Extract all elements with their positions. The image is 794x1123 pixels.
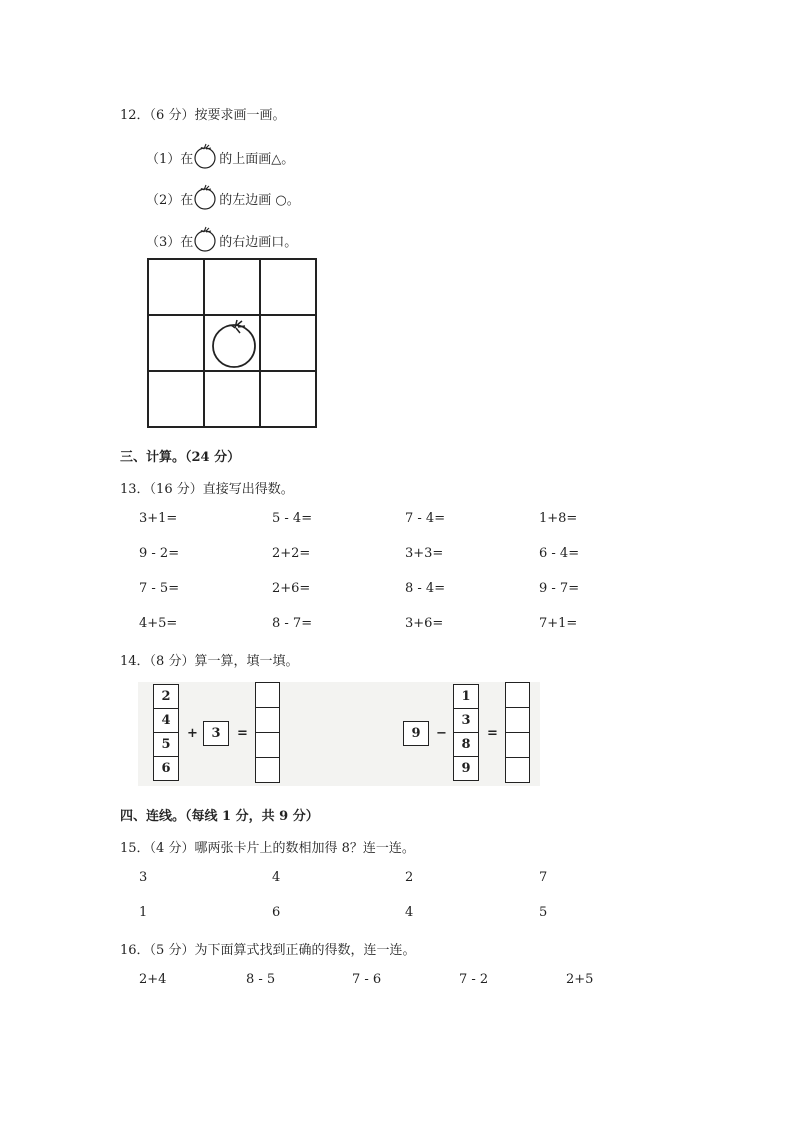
answer-cell[interactable] <box>255 707 280 733</box>
q16-expression[interactable]: 7 - 6 <box>352 972 382 987</box>
number-cell: 6 <box>153 756 179 781</box>
tomato-icon <box>193 184 219 210</box>
operand-box: 3 <box>203 721 229 746</box>
section-3-title: 三、计算。（24 分） <box>120 450 241 465</box>
answer-cell[interactable] <box>505 707 530 733</box>
operand-box: 9 <box>403 721 429 746</box>
q13-expr: 9 - 2= <box>139 546 180 561</box>
number-cell: 2 <box>153 684 179 709</box>
q13-expr: 7+1= <box>539 616 578 631</box>
number-cell: 3 <box>453 708 479 733</box>
scan-background <box>138 682 540 786</box>
tomato-icon <box>193 226 219 252</box>
q15-card[interactable]: 2 <box>405 870 414 885</box>
q16-expression[interactable]: 7 - 2 <box>459 972 489 987</box>
equals-sign: = <box>487 726 498 741</box>
q12-item-1 <box>146 143 294 169</box>
q13-expr: 6 - 4= <box>539 546 580 561</box>
q13-expr: 7 - 4= <box>405 511 446 526</box>
q13-expr: 8 - 7= <box>272 616 313 631</box>
tomato-icon <box>193 143 219 169</box>
answer-cell[interactable] <box>255 732 280 758</box>
q15-card[interactable]: 5 <box>539 905 548 920</box>
q13-expr: 3+1= <box>139 511 178 526</box>
q15-card[interactable]: 1 <box>139 905 148 920</box>
q13-expr: 5 - 4= <box>272 511 313 526</box>
q15-card[interactable]: 4 <box>405 905 414 920</box>
q15-card[interactable]: 7 <box>539 870 548 885</box>
q15-card[interactable]: 3 <box>139 870 148 885</box>
q13-expr: 2+2= <box>272 546 311 561</box>
q13-expr: 4+5= <box>139 616 178 631</box>
q12-item-3-prefix: （3）在 <box>146 235 194 250</box>
answer-cell[interactable] <box>505 682 530 708</box>
tomato-grid <box>147 258 317 428</box>
tomato-icon <box>213 320 255 367</box>
q16-expression[interactable]: 2+5 <box>566 972 594 987</box>
q13-expr: 9 - 7= <box>539 581 580 596</box>
q14-title: 14．（8 分）算一算，填一填。 <box>120 654 299 669</box>
q13-expr: 8 - 4= <box>405 581 446 596</box>
answer-cell[interactable] <box>255 757 280 783</box>
q13-expr: 3+6= <box>405 616 444 631</box>
answer-cell[interactable] <box>255 682 280 708</box>
q13-title: 13．（16 分）直接写出得数。 <box>120 482 294 497</box>
q13-expr: 3+3= <box>405 546 444 561</box>
answer-cell[interactable] <box>505 757 530 783</box>
equals-sign: = <box>237 726 248 741</box>
q15-card[interactable]: 6 <box>272 905 281 920</box>
q13-expr: 1+8= <box>539 511 578 526</box>
minus-sign: − <box>436 726 447 741</box>
q12-item-3 <box>146 226 297 252</box>
q16-expression[interactable]: 2+4 <box>139 972 167 987</box>
q13-expr: 2+6= <box>272 581 311 596</box>
q12-item-3-suffix: 的右边画口。 <box>219 235 298 250</box>
number-cell: 5 <box>153 732 179 757</box>
q12-item-1-prefix: （1）在 <box>146 152 194 167</box>
q12-item-2-suffix: 的左边画 ○。 <box>219 193 300 208</box>
q13-expr: 7 - 5= <box>139 581 180 596</box>
q12-title: 12．（6 分）按要求画一画。 <box>120 108 286 123</box>
number-cell: 9 <box>453 756 479 781</box>
section-4-title: 四、连线。（每线 1 分，共 9 分） <box>120 809 319 824</box>
q16-title: 16．（5 分）为下面算式找到正确的得数，连一连。 <box>120 943 416 958</box>
answer-cell[interactable] <box>505 732 530 758</box>
q12-item-2 <box>146 184 300 210</box>
number-cell: 4 <box>153 708 179 733</box>
q15-card[interactable]: 4 <box>272 870 281 885</box>
q15-title: 15．（4 分）哪两张卡片上的数相加得 8？连一连。 <box>120 841 415 856</box>
plus-sign: + <box>187 726 198 741</box>
q12-item-2-prefix: （2）在 <box>146 193 194 208</box>
number-cell: 8 <box>453 732 479 757</box>
q12-item-1-suffix: 的上面画△。 <box>219 152 295 167</box>
number-cell: 1 <box>453 684 479 709</box>
q16-expression[interactable]: 8 - 5 <box>246 972 276 987</box>
